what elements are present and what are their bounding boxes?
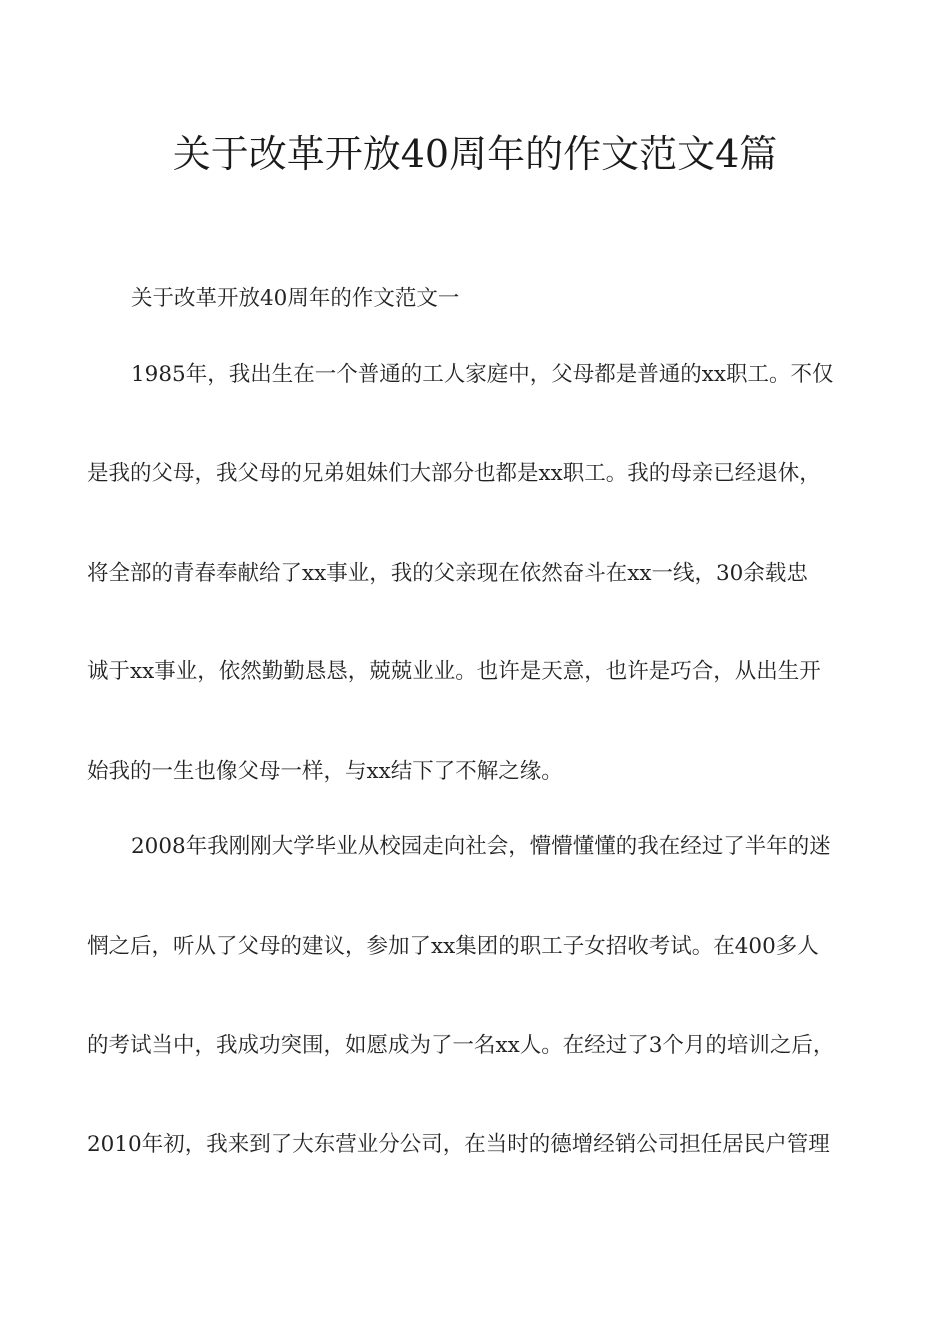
- document-title: 关于改革开放40周年的作文范文4篇: [172, 132, 778, 176]
- paragraph-line: 的考试当中，我成功突围，如愿成为了一名xx人。在经过了3个月的培训之后，: [87, 1033, 835, 1058]
- paragraph-line: 1985年，我出生在一个普通的工人家庭中，父母都是普通的xx职工。不仅: [131, 362, 834, 387]
- paragraph-line: 始我的一生也像父母一样，与xx结下了不解之缘。: [87, 759, 563, 784]
- paragraph-line: 惘之后，听从了父母的建议，参加了xx集团的职工子女招收考试。在400多人: [87, 934, 819, 959]
- paragraph-line: 2008年我刚刚大学毕业从校园走向社会，懵懵懂懂的我在经过了半年的迷: [131, 834, 831, 859]
- paragraph-line: 是我的父母，我父母的兄弟姐妹们大部分也都是xx职工。我的母亲已经退休，: [87, 461, 821, 486]
- paragraph-line: 诚于xx事业，依然勤勤恳恳，兢兢业业。也许是天意，也许是巧合，从出生开: [87, 659, 821, 684]
- paragraph-line: 将全部的青春奉献给了xx事业，我的父亲现在依然奋斗在xx一线，30余载忠: [87, 561, 808, 586]
- section-heading: 关于改革开放40周年的作文范文一: [131, 286, 460, 311]
- paragraph-line: 2010年初，我来到了大东营业分公司，在当时的德增经销公司担任居民户管理: [87, 1132, 830, 1157]
